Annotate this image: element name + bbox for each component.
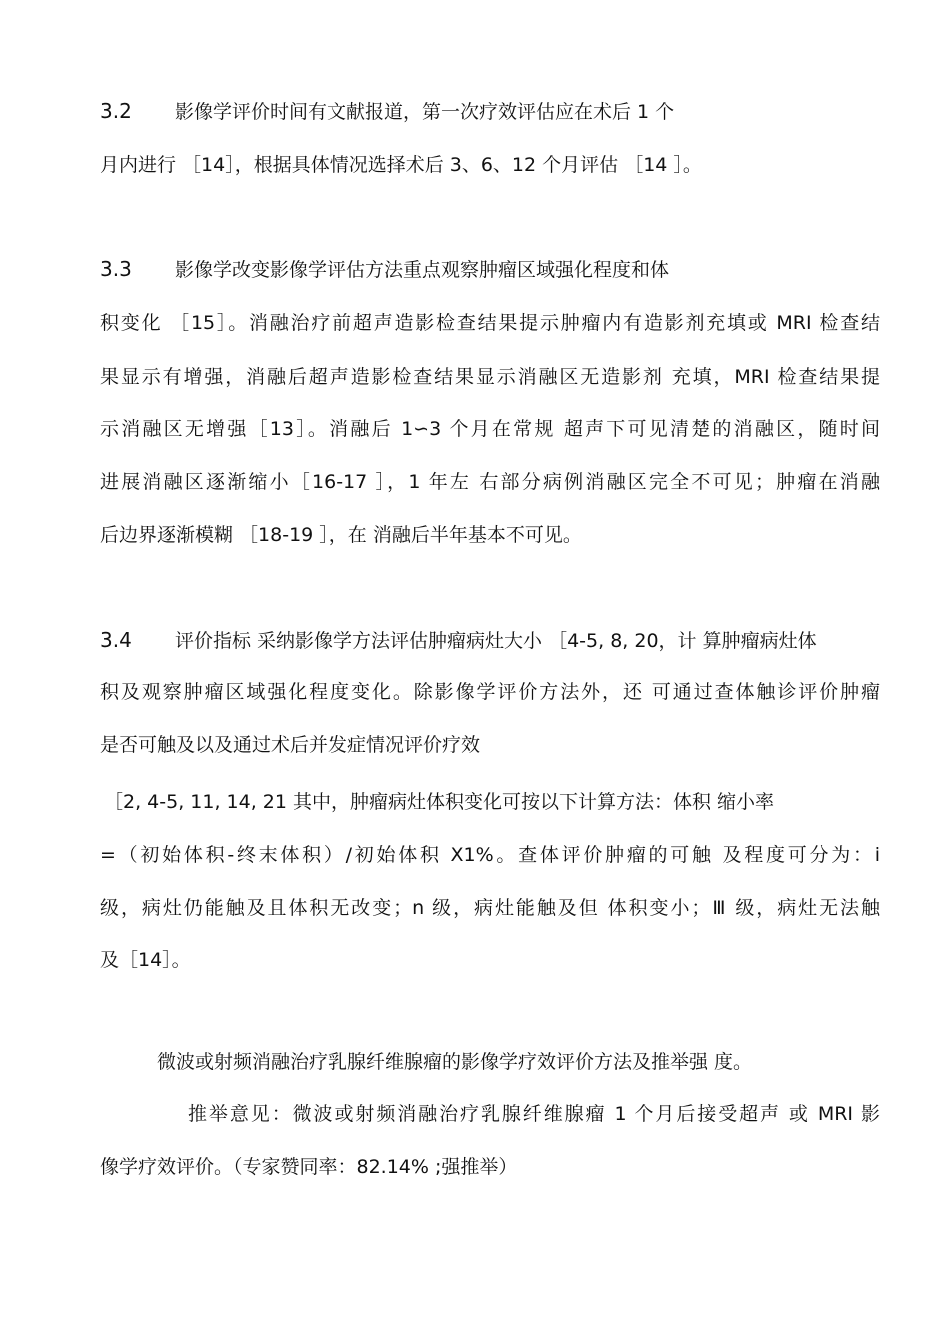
closing-heading: 微波或射频消融治疗乳腺纤维腺瘤的影像学疗效评价方法及推举强 度。 bbox=[157, 1051, 753, 1073]
section-3-4-line: =（初始体积-终末体积）/初始体积 X1%。查体评价肿瘤的可触 及程度可分为：i bbox=[100, 844, 880, 866]
section-3-2-line: 月内进行 ［14］，根据具体情况选择术后 3、6、12 个月评估 ［14 ］。 bbox=[100, 154, 702, 176]
section-number: 3.3 bbox=[100, 257, 132, 281]
section-3-4-line: 积及观察肿瘤区域强化程度变化。除影像学评价方法外，还 可通过查体触诊评价肿瘤 bbox=[100, 681, 880, 703]
section-text: 评价指标 采纳影像学方法评估肿瘤病灶大小 ［4-5, 8, 20，计 算肿瘤病灶体 bbox=[175, 630, 817, 652]
section-text: 影像学评价时间有文献报道，第一次疗效评估应在术后 1 个 bbox=[175, 101, 675, 123]
section-3-4-line: 是否可触及以及通过术后并发症情况评价疗效 bbox=[100, 734, 481, 756]
section-3-4-line: ［2, 4-5, 11, 14, 21 其中，肿瘤病灶体积变化可按以下计算方法：体积 缩小率 bbox=[104, 791, 775, 813]
section-3-3-heading bbox=[100, 254, 880, 285]
section-3-3-line: 后边界逐渐模糊 ［18-19 ］，在 消融后半年基本不可见。 bbox=[100, 524, 582, 546]
section-3-3-line: 示消融区无增强［13］。消融后 1∽3 个月在常规 超声下可见清楚的消融区，随时间 bbox=[100, 418, 880, 440]
section-number: 3.2 bbox=[100, 99, 132, 123]
section-3-2-heading bbox=[100, 96, 880, 127]
section-number: 3.4 bbox=[100, 628, 132, 652]
recommendation-line: 像学疗效评价。（专家赞同率：82.14% ;强推举） bbox=[100, 1156, 518, 1178]
section-3-4-heading bbox=[100, 625, 880, 656]
recommendation-line: 推举意见：微波或射频消融治疗乳腺纤维腺瘤 1 个月后接受超声 或 MRI 影 bbox=[188, 1103, 880, 1125]
section-3-4-line: 及［14］。 bbox=[100, 949, 191, 971]
section-3-4-line: 级，病灶仍能触及且体积无改变；n 级，病灶能触及但 体积变小；Ⅲ 级，病灶无法触 bbox=[100, 897, 880, 919]
section-text: 影像学改变影像学评估方法重点观察肿瘤区域强化程度和体 bbox=[175, 259, 670, 281]
section-3-3-line: 进展消融区逐渐缩小［16-17 ］，1 年左 右部分病例消融区完全不可见；肿瘤在消融 bbox=[100, 471, 880, 493]
section-3-3-line: 果显示有增强，消融后超声造影检查结果显示消融区无造影剂 充填，MRI 检查结果提 bbox=[100, 366, 880, 388]
section-3-3-line: 积变化 ［15］。消融治疗前超声造影检查结果提示肿瘤内有造影剂充填或 MRI 检查结 bbox=[100, 312, 880, 334]
